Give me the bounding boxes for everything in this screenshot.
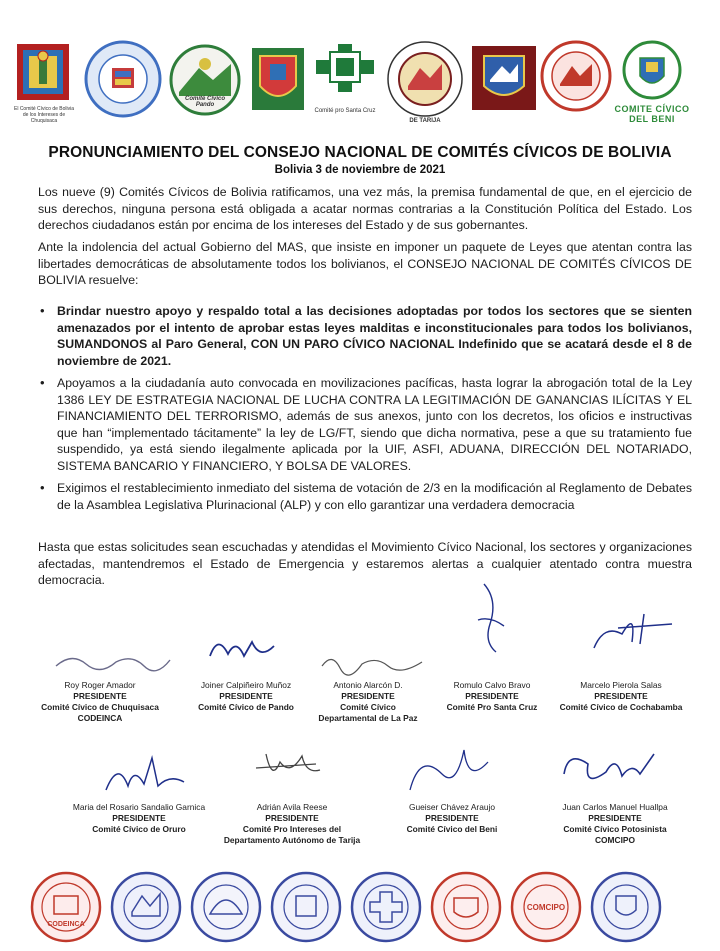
santa-cruz-logo [310,42,380,114]
signer-org: Comité Cívico de Chuquisaca [41,702,159,712]
signer-org: Comité Cívico [340,702,396,712]
signer-role: PRESIDENTE [112,813,166,823]
signer-role: PRESIDENTE [425,813,479,823]
oruro-logo [472,46,536,110]
logo-bar [12,40,708,130]
signer-name: Joiner Calpiñeiro Muñoz [200,680,292,690]
signer-org: Comité Cívico de Cochabamba [559,702,683,712]
signature-la-paz [318,650,428,676]
signature-santa-cruz [470,580,510,656]
seal-santa-cruz [350,868,422,951]
signer-role: PRESIDENTE [265,813,319,823]
list-item-text: Apoyamos a la ciudadanía auto convocada en movilizaciones pacíficas, hasta lograr la abrogación total de la Ley 1386 LEY DE ESTRATEGIA NACIONAL DE LUCHA CONTRA LA LEGITIMACIÓN DE GANANCIAS ILÍCITAS Y EL FINANCIAMIENTO DEL TERRORISMO, además de sus anexos, junto con los decretos, los oficios e instructivas que han “implementado tácitamente” la ley de LG/FT, siendo que dicha normativa, pese a que su tratamiento fue suspendido, ya está siendo ilegalmente aplicada por la UIF, ASFI, ADUANA, DIRECCIÓN DEL NOTARIADO, SISTEMA BANCARIO Y FINANCIERO, Y BOLSA DE VALORES. [57,376,692,473]
signer-org-2: Departamental de La Paz [318,713,418,723]
seal-row [30,868,700,948]
comcipo-logo [540,40,612,112]
signer-name: Juan Carlos Manuel Huallpa [562,802,668,812]
signer-role: PRESIDENTE [588,813,642,823]
signature-block [540,802,690,846]
signer-name: Maria del Rosario Sandalio Garnica [72,802,206,812]
list-item-text: Exigimos el restablecimiento inmediato del sistema de votación de 2/3 en la modificación al Reglamento de Debates de la Asamblea Legislativa Plurinacional (ALP) y con ello garantizar una verdadera democracia [57,481,692,512]
pando-logo [169,44,241,116]
signer-role: PRESIDENTE [341,691,395,701]
signer-name: Adrián Avila Reese [256,802,328,812]
signer-org: Comité Cívico Potosinista [563,824,667,834]
signer-name: Gueiser Chávez Araujo [408,802,496,812]
list-item [38,375,692,474]
signature-block [432,680,552,713]
beni-caption-line2: DEL BENI [629,114,675,124]
pando-caption: Comité Cívico Pando [184,96,225,108]
signature-tarija [250,746,324,786]
signer-role: PRESIDENTE [219,691,273,701]
paragraph-1: Los nueve (9) Comités Cívicos de Bolivia ratificamos, una vez más, la premisa fundamental de que, en el ejercicio de sus derechos, ninguna persona está obligada a acatar normas contrarias a la Constitución Política del Estado. Los derechos ciudadanos están por encima de los intereses del Estado y de sus gobernantes. [38,185,692,232]
la-paz-logo [252,48,304,110]
seal-oruro [430,868,502,951]
tarija-logo [386,40,464,124]
beni-caption [610,104,694,124]
seal-comcipo-label: COMCIPO [526,903,566,912]
seal-tarija [270,868,342,951]
bullet-icon: • [40,480,45,495]
signer-name: Antonio Alarcón D. [333,680,403,690]
seal-chuquisaca [30,868,102,951]
chuquisaca-caption: El Comité Cívico de Bolivia de los Intereses de Chuquisaca [13,106,75,124]
signature-block [552,680,690,713]
signature-oruro [100,750,190,800]
list-item [38,303,692,369]
seal-codeinca-label: CODEINCA [47,921,85,928]
paragraph-2: Ante la indolencia del actual Gobierno del MAS, que insiste en imponer un paquete de Leyes que atentan contra las libertades democráticas de absolutamente todos los bolivianos, el CONSEJO NACIONAL DE COMITÉS CÍVICOS DE BOLIVIA resuelve: [38,240,692,287]
resolution-list [38,303,692,519]
signature-cochabamba [588,604,678,660]
signature-block [306,680,430,724]
signature-chuquisaca [52,648,172,678]
list-item [38,480,692,513]
bullet-icon: • [40,303,45,318]
signature-block [208,802,376,846]
list-item-text: Brindar nuestro apoyo y respaldo total a las decisiones adoptadas por todos los sectores que se sienten amenazados por el intento de aprobar estas leyes malditas e inconstitucionales para todos los bolivianos, SUMANDONOS al Paro General, CON UN PARO CÍVICO NACIONAL Indefinido que se acatará desde el 8 de noviembre de 2021. [57,304,692,368]
bullet-icon: • [40,375,45,390]
signature-pando [206,630,278,670]
chuquisaca-logo [13,42,75,124]
document-date: Bolivia 3 de noviembre de 2021 [274,164,446,176]
beni-logo [614,40,690,124]
signer-name: Roy Roger Amador [64,680,136,690]
seal-la-paz [190,868,262,951]
signer-org: Comité Pro Santa Cruz [446,702,538,712]
signature-block [54,802,224,835]
signer-name: Marcelo Pierola Salas [580,680,662,690]
santa-cruz-caption: Comité pro Santa Cruz [314,108,376,114]
signer-org: Comité Cívico de Pando [198,702,294,712]
signer-org: Comité Pro Intereses del [242,824,342,834]
beni-caption-line1: COMITE CÍVICO [614,104,690,114]
signature-potosi [558,744,662,794]
signature-block [30,680,170,724]
signer-org-2: Departamento Autónomo de Tarija [223,835,361,845]
signer-name: Romulo Calvo Bravo [453,680,531,690]
signer-role: PRESIDENTE [594,691,648,701]
seal-potosi [510,868,582,951]
seal-pando [110,868,182,951]
signer-org: Comité Cívico del Beni [406,824,498,834]
signer-org: Comité Cívico de Oruro [92,824,186,834]
tarija-caption: DE TARIJA [409,118,441,124]
signer-role: PRESIDENTE [73,691,127,701]
document-title: PRONUNCIAMIENTO DEL CONSEJO NACIONAL DE COMITÉS CÍVICOS DE BOLIVIA [48,144,672,161]
seal-beni [590,868,662,951]
cochabamba-logo [84,40,162,118]
signature-block [386,802,518,835]
paragraph-3: Hasta que estas solicitudes sean escuchadas y atendidas el Movimiento Cívico Nacional, los sectores y organizaciones afectadas, mantendremos el Estado de Emergencia y estaremos alertas a cualquier atentado contra muestra democracia. [38,540,692,587]
signature-block [178,680,314,713]
signer-role: PRESIDENTE [465,691,519,701]
signer-org-2: CODEINCA [77,713,123,723]
signer-org-2: COMCIPO [594,835,635,845]
signature-beni [402,744,492,800]
